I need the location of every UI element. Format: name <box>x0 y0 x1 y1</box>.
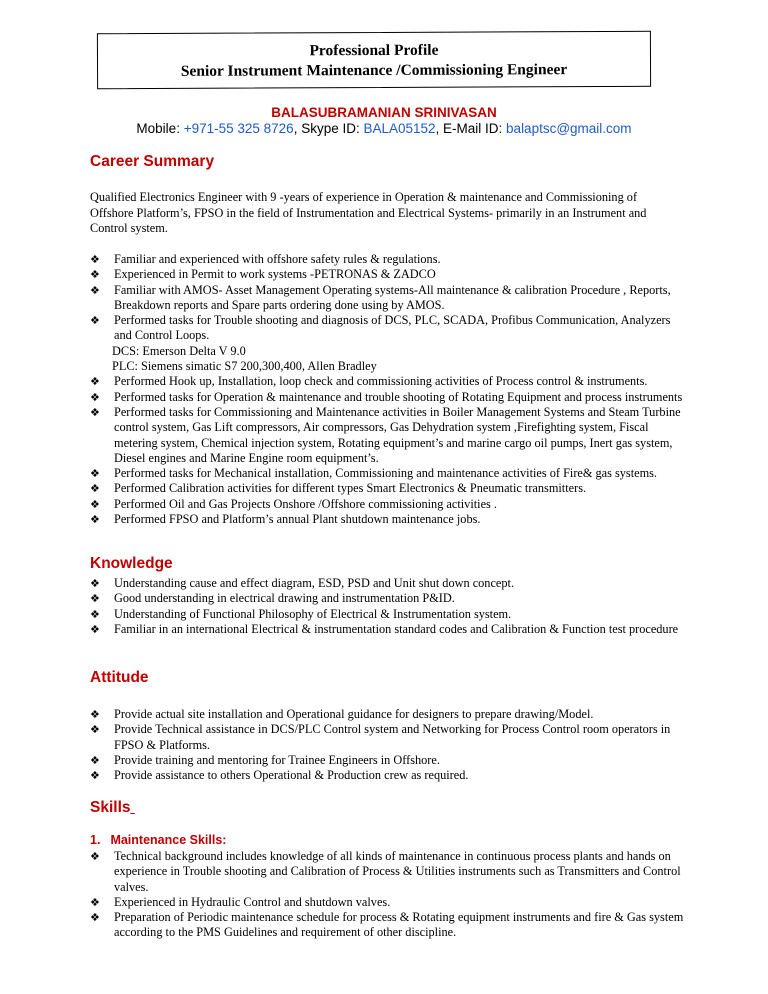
diamond-bullet-icon: ❖ <box>90 497 100 511</box>
dcs-line: DCS: Emerson Delta V 9.0 <box>112 343 246 358</box>
diamond-bullet-icon: ❖ <box>90 405 100 419</box>
knowledge-heading: Knowledge <box>90 555 173 572</box>
profile-title-box <box>97 31 651 89</box>
diamond-bullet-icon: ❖ <box>90 708 100 721</box>
list-item: ❖ Understanding cause and effect diagram, ESD, PSD and Unit shut down concept. <box>90 576 515 590</box>
career-summary-heading: Career Summary <box>90 153 215 170</box>
list-item: ❖ Provide Technical assistance in DCS/PLC Control system and Networking for Process Control room operators in FPSO & Platforms. <box>90 722 671 752</box>
diamond-bullet-icon: ❖ <box>90 375 100 389</box>
diamond-bullet-icon: ❖ <box>90 314 100 328</box>
list-item: ❖ Performed tasks for Commissioning and Maintenance activities in Boiler Management Systems and Steam Turbine control system, Gas Lift compressors, Air compressors, Gas Dehydration system ,Firefighting system, Fiscal metering system, Chemical injection system, Rotating equipment’s and marine cargo oil pumps, Inert gas system, Diesel engines and Marine Engine room equipment’s. <box>90 404 681 465</box>
diamond-bullet-icon: ❖ <box>90 482 100 496</box>
diamond-bullet-icon: ❖ <box>90 622 100 636</box>
diamond-bullet-icon: ❖ <box>90 390 100 404</box>
diamond-bullet-icon: ❖ <box>90 592 100 606</box>
profile-subtitle: Senior Instrument Maintenance /Commissioning Engineer <box>180 61 568 80</box>
list-item: ❖ Performed Hook up, Installation, loop check and commissioning activities of Process control & instruments. <box>90 374 648 389</box>
diamond-bullet-icon: ❖ <box>90 911 100 925</box>
list-item: ❖ Experienced in Permit to work systems -PETRONAS & ZADCO <box>90 267 436 282</box>
career-summary-intro: Qualified Electronics Engineer with 9 -years of experience in Operation & maintenance and Commissioning of Offshore Platform’s, FPSO in the field of Instrumentation and Electrical Systems- primarily in an Instrument and Control system. <box>90 190 647 235</box>
list-item: ❖ Performed tasks for Trouble shooting and diagnosis of DCS, PLC, SCADA, Profibus Communication, Analyzers and Control Loops. <box>90 313 671 343</box>
diamond-bullet-icon: ❖ <box>90 895 100 909</box>
diamond-bullet-icon: ❖ <box>90 513 100 527</box>
plc-line: PLC: Siemens simatic S7 200,300,400, Allen Bradley <box>112 359 377 374</box>
skills-heading: Skills <box>90 799 131 816</box>
diamond-bullet-icon: ❖ <box>90 253 100 266</box>
list-item: ❖ Provide training and mentoring for Trainee Engineers in Offshore. <box>90 752 440 767</box>
list-item: ❖ Familiar and experienced with offshore safety rules & regulations. <box>90 252 441 266</box>
diamond-bullet-icon: ❖ <box>90 467 100 481</box>
attitude-list <box>90 707 690 783</box>
contact-line <box>0 121 768 136</box>
diamond-bullet-icon: ❖ <box>90 577 100 590</box>
list-item: ❖ Performed Calibration activities for different types Smart Electronics & Pneumatic transmitters. <box>90 481 587 496</box>
diamond-bullet-icon: ❖ <box>90 283 100 297</box>
attitude-heading: Attitude <box>90 669 149 686</box>
diamond-bullet-icon: ❖ <box>90 753 100 767</box>
diamond-bullet-icon: ❖ <box>90 268 100 282</box>
list-item: ❖ Performed tasks for Operation & maintenance and trouble shooting of Rotating Equipment and process instruments <box>90 389 683 404</box>
skype-label: , Skype ID: <box>293 121 364 136</box>
list-item: ❖ Familiar with AMOS- Asset Management Operating systems-All maintenance & calibration Procedure , Reports, Breakdown reports and Spare parts ordering done using by AMOS. <box>90 282 671 312</box>
list-item: ❖ Performed Oil and Gas Projects Onshore /Offshore commissioning activities . <box>90 496 497 511</box>
knowledge-list <box>90 576 690 637</box>
list-item: ❖ Preparation of Periodic maintenance schedule for process & Rotating equipment instruments and fire & Gas system according to the PMS Guidelines and requirement of other discipline. <box>90 910 684 940</box>
diamond-bullet-icon: ❖ <box>90 850 100 863</box>
list-item: ❖ Performed tasks for Mechanical installation, Commissioning and maintenance activities of Fire& gas systems. <box>90 466 657 481</box>
email-label: , E-Mail ID: <box>435 121 507 136</box>
career-summary-list <box>90 252 690 527</box>
list-item: ❖ Familiar in an international Electrical & instrumentation standard codes and Calibration & Function test procedure <box>90 621 679 636</box>
maintenance-skills-list <box>90 849 690 941</box>
subheading-text: Maintenance Skills: <box>110 833 227 847</box>
profile-title: Professional Profile <box>309 41 439 60</box>
candidate-name: BALASUBRAMANIAN SRINIVASAN <box>271 105 497 120</box>
diamond-bullet-icon: ❖ <box>90 723 100 737</box>
subheading-number: 1. <box>90 833 101 847</box>
diamond-bullet-icon: ❖ <box>90 769 100 783</box>
diamond-bullet-icon: ❖ <box>90 607 100 621</box>
email-link[interactable]: balaptsc@gmail.com <box>506 121 632 136</box>
list-item: ❖ Good understanding in electrical drawing and instrumentation P&ID. <box>90 591 455 606</box>
list-item: ❖ Experienced in Hydraulic Control and shutdown valves. <box>90 894 391 909</box>
list-item: ❖ Technical background includes knowledge of all kinds of maintenance in continuous process plants and hands on experience in Trouble shooting and Calibration of Process & Utilities instruments such as Transmitters and Control valves. <box>90 849 681 894</box>
mobile-label: Mobile: <box>136 121 184 136</box>
list-item: ❖ Understanding of Functional Philosophy of Electrical & Instrumentation system. <box>90 606 512 621</box>
mobile-number[interactable]: +971-55 325 8726 <box>183 121 294 136</box>
list-item: ❖ Provide assistance to others Operational & Production crew as required. <box>90 768 469 783</box>
list-item: ❖ Provide actual site installation and Operational guidance for designers to prepare drawing/Model. <box>90 707 594 721</box>
maintenance-skills-subheading <box>90 833 226 847</box>
list-item: ❖ Performed FPSO and Platform’s annual Plant shutdown maintenance jobs. <box>90 512 481 527</box>
skype-id[interactable]: BALA05152 <box>363 121 436 136</box>
